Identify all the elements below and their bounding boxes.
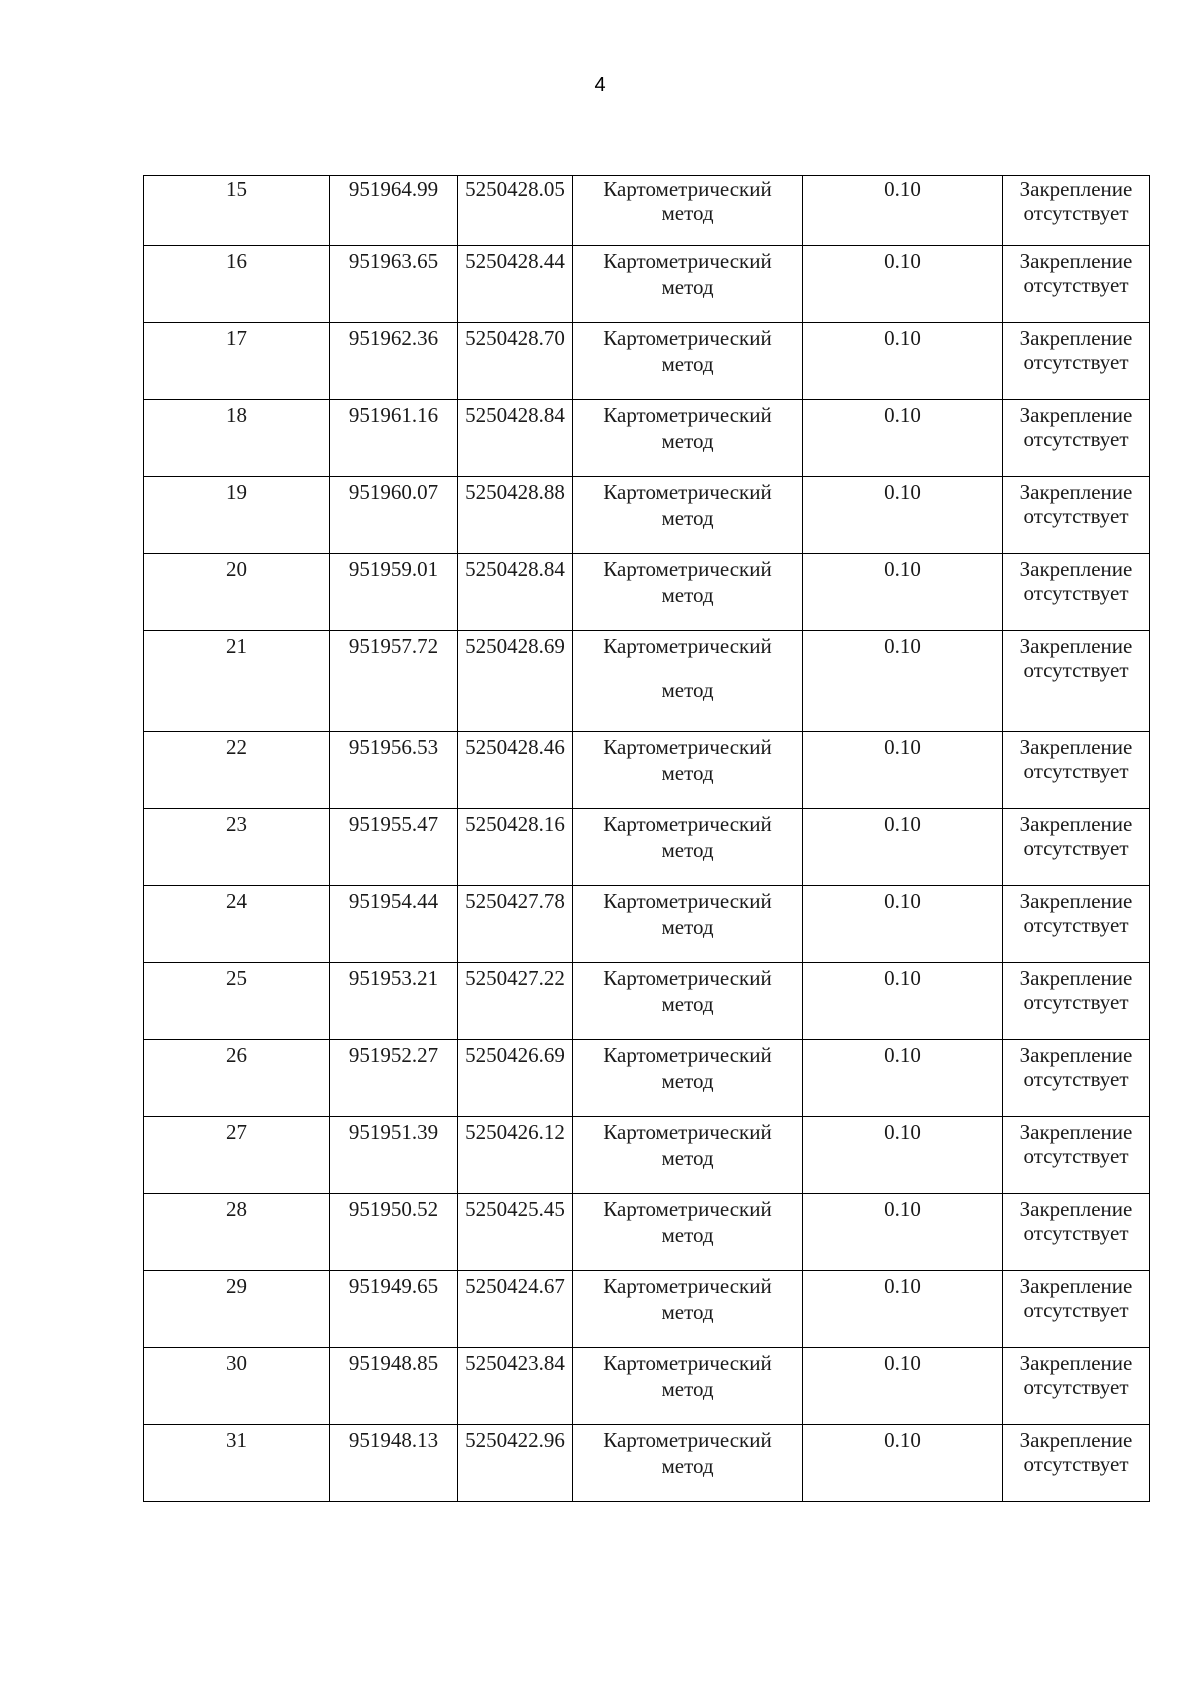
cell-point-number	[144, 809, 330, 886]
point-number: 21	[226, 634, 247, 658]
method-line1: Картометрический	[603, 966, 772, 990]
cell-x-coordinate	[330, 1040, 458, 1117]
cell-accuracy	[803, 246, 1003, 323]
cell-fixation-status	[1003, 554, 1150, 631]
table-row	[144, 809, 1150, 886]
table-row	[144, 477, 1150, 554]
cell-x-coordinate	[330, 554, 458, 631]
point-number: 15	[226, 177, 247, 201]
method-line2: метод	[661, 992, 714, 1016]
point-number: 18	[226, 403, 247, 427]
cell-y-coordinate	[458, 963, 573, 1040]
cell-x-coordinate	[330, 1271, 458, 1348]
accuracy-value: 0.10	[884, 1351, 921, 1375]
point-number: 24	[226, 889, 247, 913]
cell-point-number	[144, 246, 330, 323]
cell-method	[573, 1194, 803, 1271]
cell-method	[573, 554, 803, 631]
method-line1: Картометрический	[603, 249, 772, 273]
method-line1: Картометрический	[603, 735, 772, 759]
method-line1: Картометрический	[603, 480, 772, 504]
table-row	[144, 886, 1150, 963]
y-coordinate: 5250428.44	[465, 249, 565, 273]
method-line2: метод	[661, 678, 714, 702]
method-line2: метод	[661, 201, 714, 225]
table-row	[144, 1425, 1150, 1502]
table-row	[144, 732, 1150, 809]
y-coordinate: 5250428.84	[465, 403, 565, 427]
status-line2: отсутствует	[1023, 1375, 1129, 1399]
accuracy-value: 0.10	[884, 634, 921, 658]
cell-x-coordinate	[330, 400, 458, 477]
cell-accuracy	[803, 809, 1003, 886]
accuracy-value: 0.10	[884, 1120, 921, 1144]
status-line2: отсутствует	[1023, 273, 1129, 297]
x-coordinate: 951954.44	[348, 889, 439, 913]
point-number: 22	[226, 735, 247, 759]
cell-x-coordinate	[330, 631, 458, 732]
y-coordinate: 5250423.84	[465, 1351, 565, 1375]
cell-accuracy	[803, 400, 1003, 477]
cell-x-coordinate	[330, 809, 458, 886]
y-coordinate: 5250425.45	[465, 1197, 565, 1221]
point-number: 20	[226, 557, 247, 581]
cell-y-coordinate	[458, 323, 573, 400]
x-coordinate: 951962.36	[348, 326, 439, 350]
cell-accuracy	[803, 732, 1003, 809]
cell-x-coordinate	[330, 963, 458, 1040]
cell-method	[573, 631, 803, 732]
cell-y-coordinate	[458, 1271, 573, 1348]
cell-x-coordinate	[330, 246, 458, 323]
y-coordinate: 5250428.84	[465, 557, 565, 581]
cell-y-coordinate	[458, 400, 573, 477]
status-line2: отсутствует	[1023, 504, 1129, 528]
cell-accuracy	[803, 886, 1003, 963]
status-line2: отсутствует	[1023, 201, 1129, 225]
cell-y-coordinate	[458, 1117, 573, 1194]
method-line1: Картометрический	[603, 326, 772, 350]
method-line2: метод	[661, 1069, 714, 1093]
cell-fixation-status	[1003, 1194, 1150, 1271]
cell-x-coordinate	[330, 176, 458, 246]
cell-point-number	[144, 1271, 330, 1348]
point-number: 23	[226, 812, 247, 836]
status-line2: отсутствует	[1023, 427, 1129, 451]
accuracy-value: 0.10	[884, 557, 921, 581]
accuracy-value: 0.10	[884, 480, 921, 504]
cell-method	[573, 963, 803, 1040]
cell-accuracy	[803, 1271, 1003, 1348]
method-line2: метод	[661, 352, 714, 376]
table-row	[144, 1117, 1150, 1194]
status-line2: отсутствует	[1023, 913, 1129, 937]
point-number: 27	[226, 1120, 247, 1144]
cell-x-coordinate	[330, 1117, 458, 1194]
cell-accuracy	[803, 477, 1003, 554]
cell-accuracy	[803, 1348, 1003, 1425]
y-coordinate: 5250428.05	[465, 177, 565, 201]
status-line2: отсутствует	[1023, 1144, 1129, 1168]
cell-point-number	[144, 323, 330, 400]
cell-method	[573, 246, 803, 323]
table-row	[144, 400, 1150, 477]
method-line1: Картометрический	[603, 1043, 772, 1067]
status-line2: отсутствует	[1023, 1067, 1129, 1091]
status-line1: Закрепление	[1019, 735, 1133, 759]
method-line1: Картометрический	[603, 889, 772, 913]
status-line2: отсутствует	[1023, 836, 1129, 860]
point-number: 29	[226, 1274, 247, 1298]
x-coordinate: 951951.39	[348, 1120, 439, 1144]
table-row	[144, 554, 1150, 631]
cell-point-number	[144, 963, 330, 1040]
cell-y-coordinate	[458, 246, 573, 323]
y-coordinate: 5250427.78	[465, 889, 565, 913]
table-row	[144, 1040, 1150, 1117]
status-line1: Закрепление	[1019, 249, 1133, 273]
method-line1: Картометрический	[603, 812, 772, 836]
cell-y-coordinate	[458, 554, 573, 631]
table-row	[144, 323, 1150, 400]
accuracy-value: 0.10	[884, 249, 921, 273]
cell-y-coordinate	[458, 1425, 573, 1502]
y-coordinate: 5250428.69	[465, 634, 565, 658]
method-line2: метод	[661, 1223, 714, 1247]
table-row	[144, 1348, 1150, 1425]
cell-x-coordinate	[330, 1194, 458, 1271]
cell-method	[573, 400, 803, 477]
cell-point-number	[144, 631, 330, 732]
accuracy-value: 0.10	[884, 735, 921, 759]
cell-fixation-status	[1003, 1425, 1150, 1502]
table-row	[144, 176, 1150, 246]
cell-method	[573, 886, 803, 963]
status-line1: Закрепление	[1019, 1351, 1133, 1375]
y-coordinate: 5250426.12	[465, 1120, 565, 1144]
point-number: 28	[226, 1197, 247, 1221]
y-coordinate: 5250424.67	[465, 1274, 565, 1298]
cell-accuracy	[803, 554, 1003, 631]
cell-method	[573, 732, 803, 809]
cell-accuracy	[803, 631, 1003, 732]
point-number: 16	[226, 249, 247, 273]
table-row	[144, 1194, 1150, 1271]
status-line1: Закрепление	[1019, 1274, 1133, 1298]
method-line1: Картометрический	[603, 557, 772, 581]
coordinates-table	[143, 175, 1150, 1502]
cell-fixation-status	[1003, 732, 1150, 809]
accuracy-value: 0.10	[884, 1043, 921, 1067]
x-coordinate: 951949.65	[348, 1274, 439, 1298]
x-coordinate: 951952.27	[348, 1043, 439, 1067]
cell-point-number	[144, 1348, 330, 1425]
y-coordinate: 5250428.46	[465, 735, 565, 759]
cell-accuracy	[803, 1117, 1003, 1194]
cell-fixation-status	[1003, 809, 1150, 886]
x-coordinate: 951957.72	[348, 634, 439, 658]
accuracy-value: 0.10	[884, 177, 921, 201]
cell-method	[573, 1425, 803, 1502]
page-number: 4	[594, 74, 606, 96]
cell-fixation-status	[1003, 963, 1150, 1040]
accuracy-value: 0.10	[884, 812, 921, 836]
status-line2: отсутствует	[1023, 658, 1129, 682]
status-line1: Закрепление	[1019, 1043, 1133, 1067]
method-line2: метод	[661, 761, 714, 785]
x-coordinate: 951959.01	[348, 557, 439, 581]
cell-point-number	[144, 1117, 330, 1194]
cell-point-number	[144, 176, 330, 246]
point-number: 31	[226, 1428, 247, 1452]
accuracy-value: 0.10	[884, 889, 921, 913]
status-line1: Закрепление	[1019, 889, 1133, 913]
cell-accuracy	[803, 1194, 1003, 1271]
cell-accuracy	[803, 323, 1003, 400]
status-line2: отсутствует	[1023, 1298, 1129, 1322]
point-number: 25	[226, 966, 247, 990]
cell-method	[573, 809, 803, 886]
x-coordinate: 951961.16	[348, 403, 439, 427]
method-line1: Картометрический	[603, 1120, 772, 1144]
cell-x-coordinate	[330, 323, 458, 400]
x-coordinate: 951956.53	[348, 735, 439, 759]
cell-method	[573, 477, 803, 554]
status-line1: Закрепление	[1019, 557, 1133, 581]
method-line2: метод	[661, 1300, 714, 1324]
cell-point-number	[144, 554, 330, 631]
cell-accuracy	[803, 1040, 1003, 1117]
cell-fixation-status	[1003, 176, 1150, 246]
table-row	[144, 1271, 1150, 1348]
status-line2: отсутствует	[1023, 990, 1129, 1014]
status-line1: Закрепление	[1019, 480, 1133, 504]
status-line2: отсутствует	[1023, 1452, 1129, 1476]
method-line1: Картометрический	[603, 1351, 772, 1375]
cell-fixation-status	[1003, 477, 1150, 554]
accuracy-value: 0.10	[884, 326, 921, 350]
accuracy-value: 0.10	[884, 403, 921, 427]
y-coordinate: 5250427.22	[465, 966, 565, 990]
cell-y-coordinate	[458, 631, 573, 732]
cell-x-coordinate	[330, 477, 458, 554]
point-number: 30	[226, 1351, 247, 1375]
y-coordinate: 5250426.69	[465, 1043, 565, 1067]
cell-y-coordinate	[458, 176, 573, 246]
cell-fixation-status	[1003, 886, 1150, 963]
method-line1: Картометрический	[603, 634, 772, 658]
x-coordinate: 951948.85	[348, 1351, 439, 1375]
cell-point-number	[144, 886, 330, 963]
x-coordinate: 951950.52	[348, 1197, 439, 1221]
y-coordinate: 5250428.88	[465, 480, 565, 504]
status-line1: Закрепление	[1019, 1428, 1133, 1452]
cell-method	[573, 1117, 803, 1194]
cell-accuracy	[803, 1425, 1003, 1502]
x-coordinate: 951963.65	[348, 249, 439, 273]
cell-y-coordinate	[458, 886, 573, 963]
x-coordinate: 951955.47	[348, 812, 439, 836]
cell-fixation-status	[1003, 631, 1150, 732]
method-line2: метод	[661, 429, 714, 453]
method-line2: метод	[661, 838, 714, 862]
cell-y-coordinate	[458, 477, 573, 554]
cell-y-coordinate	[458, 1040, 573, 1117]
cell-fixation-status	[1003, 1040, 1150, 1117]
cell-method	[573, 1271, 803, 1348]
cell-point-number	[144, 1425, 330, 1502]
x-coordinate: 951960.07	[348, 480, 439, 504]
cell-y-coordinate	[458, 1194, 573, 1271]
status-line2: отсутствует	[1023, 759, 1129, 783]
cell-fixation-status	[1003, 1271, 1150, 1348]
status-line1: Закрепление	[1019, 634, 1133, 658]
x-coordinate: 951964.99	[348, 177, 439, 201]
x-coordinate: 951953.21	[348, 966, 439, 990]
method-line1: Картометрический	[603, 1274, 772, 1298]
cell-fixation-status	[1003, 1348, 1150, 1425]
status-line2: отсутствует	[1023, 581, 1129, 605]
cell-x-coordinate	[330, 886, 458, 963]
cell-x-coordinate	[330, 732, 458, 809]
method-line1: Картометрический	[603, 177, 772, 201]
y-coordinate: 5250428.70	[465, 326, 565, 350]
status-line1: Закрепление	[1019, 812, 1133, 836]
cell-fixation-status	[1003, 400, 1150, 477]
cell-x-coordinate	[330, 1348, 458, 1425]
cell-method	[573, 176, 803, 246]
method-line1: Картометрический	[603, 1197, 772, 1221]
point-number: 17	[226, 326, 247, 350]
point-number: 26	[226, 1043, 247, 1067]
cell-accuracy	[803, 963, 1003, 1040]
cell-x-coordinate	[330, 1425, 458, 1502]
cell-fixation-status	[1003, 323, 1150, 400]
method-line2: метод	[661, 1454, 714, 1478]
cell-y-coordinate	[458, 809, 573, 886]
status-line2: отсутствует	[1023, 1221, 1129, 1245]
cell-point-number	[144, 1040, 330, 1117]
x-coordinate: 951948.13	[348, 1428, 439, 1452]
accuracy-value: 0.10	[884, 1274, 921, 1298]
cell-fixation-status	[1003, 246, 1150, 323]
accuracy-value: 0.10	[884, 966, 921, 990]
cell-point-number	[144, 1194, 330, 1271]
cell-method	[573, 323, 803, 400]
status-line1: Закрепление	[1019, 966, 1133, 990]
method-line2: метод	[661, 915, 714, 939]
cell-y-coordinate	[458, 1348, 573, 1425]
method-line2: метод	[661, 1146, 714, 1170]
status-line1: Закрепление	[1019, 177, 1133, 201]
method-line2: метод	[661, 583, 714, 607]
status-line1: Закрепление	[1019, 1197, 1133, 1221]
method-line2: метод	[661, 506, 714, 530]
table-row	[144, 963, 1150, 1040]
cell-method	[573, 1348, 803, 1425]
accuracy-value: 0.10	[884, 1428, 921, 1452]
cell-point-number	[144, 400, 330, 477]
accuracy-value: 0.10	[884, 1197, 921, 1221]
cell-point-number	[144, 477, 330, 554]
point-number: 19	[226, 480, 247, 504]
y-coordinate: 5250422.96	[465, 1428, 565, 1452]
y-coordinate: 5250428.16	[465, 812, 565, 836]
status-line1: Закрепление	[1019, 1120, 1133, 1144]
cell-method	[573, 1040, 803, 1117]
cell-accuracy	[803, 176, 1003, 246]
method-line2: метод	[661, 1377, 714, 1401]
status-line1: Закрепление	[1019, 326, 1133, 350]
method-line1: Картометрический	[603, 403, 772, 427]
table-row	[144, 246, 1150, 323]
status-line1: Закрепление	[1019, 403, 1133, 427]
status-line2: отсутствует	[1023, 350, 1129, 374]
method-line2: метод	[661, 275, 714, 299]
cell-fixation-status	[1003, 1117, 1150, 1194]
table-row	[144, 631, 1150, 732]
cell-y-coordinate	[458, 732, 573, 809]
table-body	[144, 176, 1150, 1502]
cell-point-number	[144, 732, 330, 809]
method-line1: Картометрический	[603, 1428, 772, 1452]
